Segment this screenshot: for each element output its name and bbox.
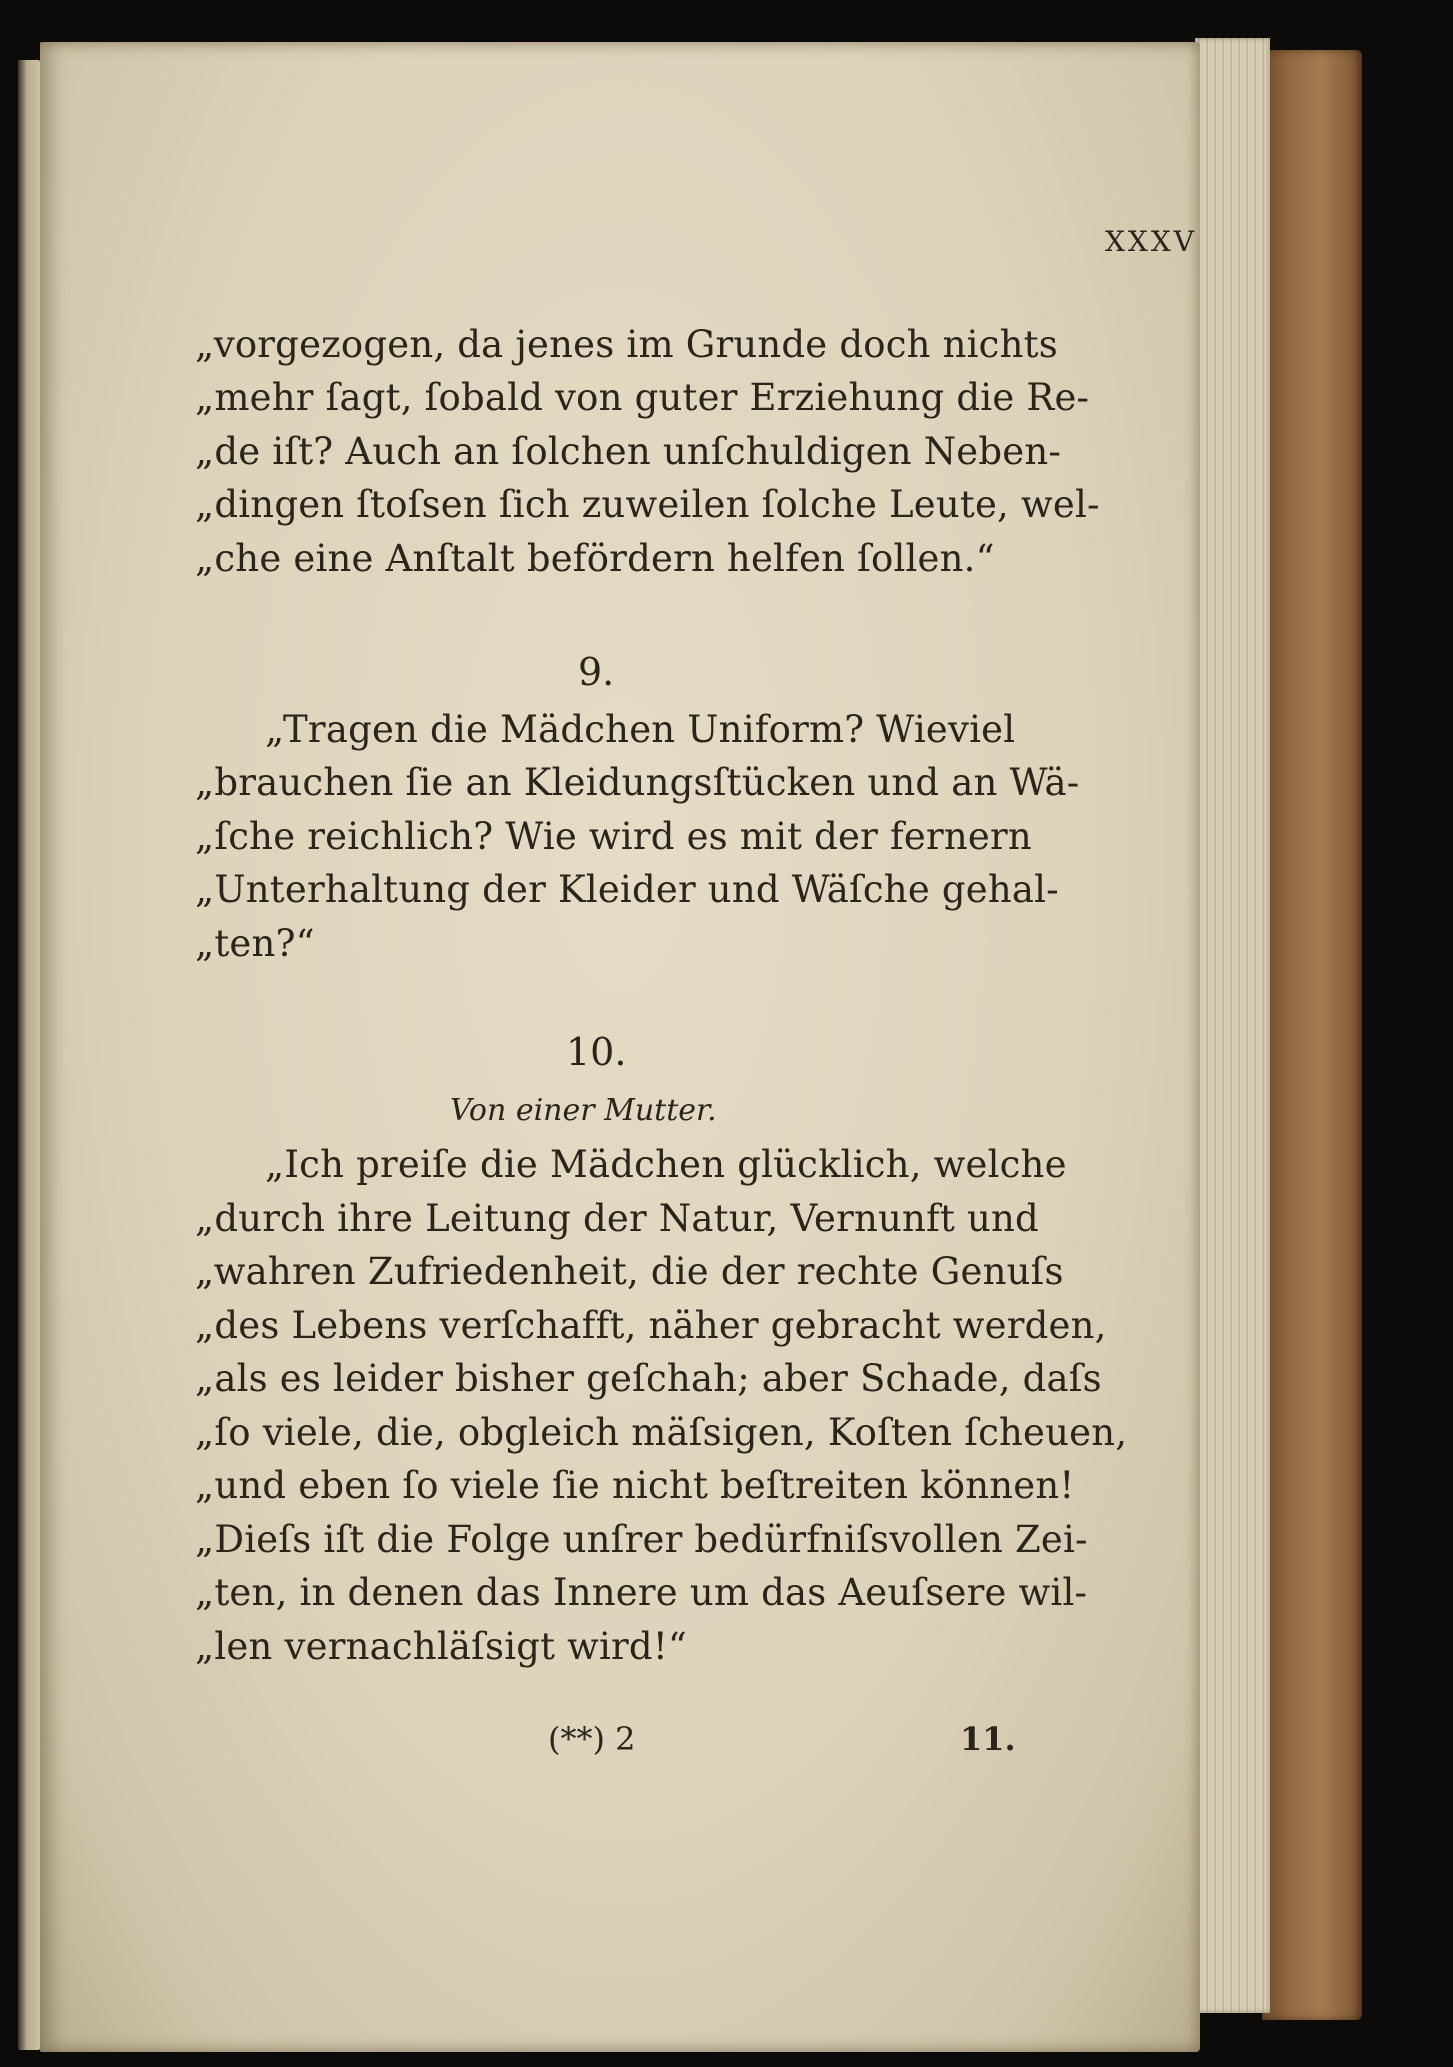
text-line: „des Lebens verſchafft, näher gebracht werden,: [195, 1304, 1107, 1347]
text-line: „brauchen ſie an Kleidungsſtücken und an Wä-: [195, 761, 1080, 804]
signature-mark: (**) 2: [548, 1720, 636, 1758]
page-number: XXXV: [1105, 225, 1198, 258]
text-line: „vorgezogen, da jenes im Grunde doch nichts: [195, 323, 1058, 366]
text-line: „dingen ſtoſsen ſich zuweilen ſolche Leute, wel-: [195, 483, 1100, 526]
text-line: „wahren Zufriedenheit, die der rechte Genuſs: [195, 1250, 1064, 1293]
catchword: 11.: [960, 1720, 1016, 1758]
section-subtitle: Von einer Mutter.: [450, 1093, 717, 1128]
text-line: „ten?“: [195, 922, 315, 965]
text-line: „ſche reichlich? Wie wird es mit der fernern: [195, 815, 1032, 858]
text-line: „und eben ſo viele ſie nicht beſtreiten können!: [195, 1464, 1075, 1507]
text-line: „Tragen die Mädchen Uniform? Wieviel: [265, 708, 1016, 751]
text-line: „Ich preiſe die Mädchen glücklich, welche: [265, 1143, 1067, 1186]
section-number: 9.: [578, 650, 615, 694]
text-line: „mehr ſagt, ſobald von guter Erziehung die Re-: [195, 376, 1090, 419]
book-cover-edge: [1262, 50, 1362, 2020]
text-line: „ſo viele, die, obgleich mäſsigen, Koſten ſcheuen,: [195, 1411, 1128, 1454]
section-number: 10.: [566, 1030, 627, 1074]
text-line: „ten, in denen das Innere um das Aeuſsere wil-: [195, 1571, 1088, 1614]
text-line: „durch ihre Leitung der Natur, Vernunft und: [195, 1197, 1039, 1240]
text-line: „Unterhaltung der Kleider und Wäſche gehal-: [195, 868, 1059, 911]
left-page-edge: [18, 60, 40, 2050]
text-line: „de iſt? Auch an ſolchen unſchuldigen Neben-: [195, 430, 1062, 473]
text-line: „Dieſs iſt die Folge unſrer bedürfniſsvollen Zei-: [195, 1518, 1088, 1561]
text-line: „che eine Anſtalt befördern helfen ſollen.“: [195, 537, 995, 580]
text-line: „als es leider bisher geſchah; aber Schade, daſs: [195, 1357, 1102, 1400]
text-line: „len vernachläſsigt wird!“: [195, 1625, 687, 1668]
page-stack-edge: [1195, 38, 1270, 2013]
